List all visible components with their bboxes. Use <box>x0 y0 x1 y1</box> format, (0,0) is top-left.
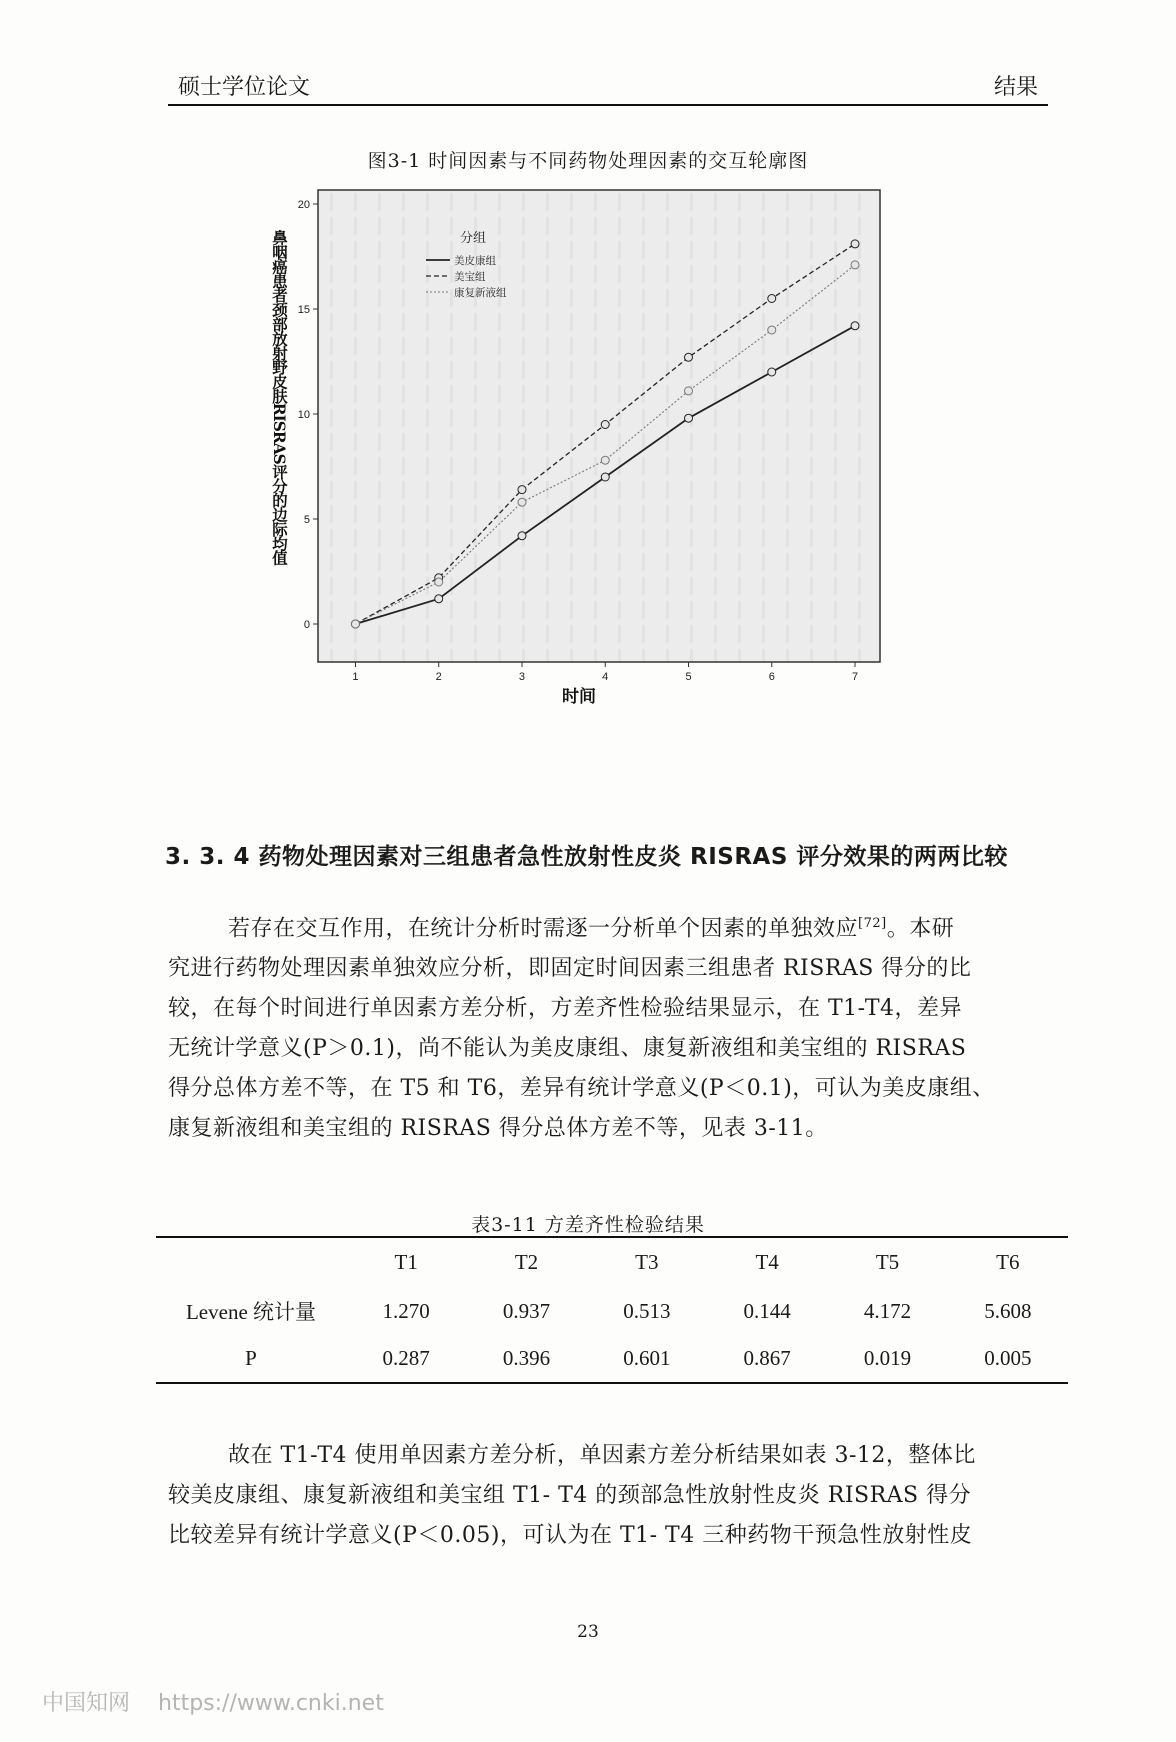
y-tick-label: 15 <box>297 304 310 316</box>
paragraph-line: 较，在每个时间进行单因素方差分析，方差齐性检验结果显示，在 T1-T4，差异 <box>168 996 962 1022</box>
legend-entry-label: 康复新液组 <box>454 287 507 299</box>
paragraph-line: 故在 T1-T4 使用单因素方差分析，单因素方差分析结果如表 3-12，整体比 <box>228 1443 976 1468</box>
data-point <box>851 261 859 269</box>
table-cell: 0.601 <box>587 1335 707 1383</box>
table-header-cell: T4 <box>707 1237 827 1287</box>
data-point <box>851 240 859 248</box>
watermark-url: https://www.cnki.net <box>158 1691 384 1716</box>
table-header-cell: T5 <box>827 1237 947 1287</box>
table-header-cell: T1 <box>346 1237 466 1287</box>
paragraph-line: 比较差异有统计学意义(P＜0.05)，可认为在 T1- T4 三种药物干预急性放射性皮 <box>168 1523 973 1548</box>
data-point <box>435 595 443 603</box>
data-point <box>601 421 609 429</box>
table-header-cell: T6 <box>948 1237 1068 1287</box>
table-row <box>156 1287 1068 1335</box>
data-point <box>351 620 359 628</box>
paragraph-line: 无统计学意义(P＞0.1)，尚不能认为美皮康组、康复新液组和美宝组的 RISRAS <box>168 1036 967 1062</box>
paragraph-line: 康复新液组和美宝组的 RISRAS 得分总体方差不等，见表 3-11。 <box>168 1116 828 1142</box>
paragraph-line: 较美皮康组、康复新液组和美宝组 T1- T4 的颈部急性放射性皮炎 RISRAS 得分 <box>168 1483 972 1508</box>
table-cell: Levene 统计量 <box>185 1300 317 1324</box>
table-cell: 0.144 <box>743 1298 791 1323</box>
interaction-profile-chart <box>270 190 900 790</box>
table-cell: 5.608 <box>984 1298 1032 1323</box>
y-axis-label: 鼻咽癌患者颈部放射野皮肤RISRAS评分的边际均值 <box>270 230 288 565</box>
y-tick-label: 20 <box>297 199 310 211</box>
legend-entry-label: 美皮康组 <box>454 255 496 267</box>
cnki-watermark <box>42 1686 384 1717</box>
watermark-brand: 中国知网 <box>42 1691 131 1716</box>
data-point <box>601 473 609 481</box>
y-tick-label: 0 <box>303 619 310 631</box>
x-tick-label: 3 <box>518 671 526 683</box>
table-cell: 0.937 <box>502 1298 551 1323</box>
table-cell: 1.270 <box>382 1298 430 1323</box>
paragraph-line: 究进行药物处理因素单独效应分析，即固定时间因素三组患者 RISRAS 得分的比 <box>168 956 972 982</box>
data-point <box>518 532 526 540</box>
x-tick-label: 5 <box>685 671 692 683</box>
data-point <box>685 353 693 361</box>
data-point <box>768 295 776 303</box>
table-cell: P <box>156 1335 346 1383</box>
table-header-cell <box>156 1237 346 1287</box>
y-tick-label: 10 <box>297 409 310 421</box>
page-number: 23 <box>577 1622 599 1642</box>
x-axis-label: 时间 <box>562 687 596 707</box>
data-point <box>768 368 776 376</box>
levene-test-table <box>156 1236 1068 1384</box>
table-cell: 0.513 <box>623 1298 671 1323</box>
citation: [72] <box>858 916 887 931</box>
x-tick-label: 4 <box>602 671 609 683</box>
data-point <box>685 387 693 395</box>
table-cell: 0.005 <box>948 1335 1068 1383</box>
paragraph-line: 。本研 <box>886 916 955 942</box>
section-heading: 3. 3. 4 药物处理因素对三组患者急性放射性皮炎 RISRAS 评分效果的两两比较 <box>165 844 1008 870</box>
plot-area <box>318 190 880 662</box>
x-tick-label: 1 <box>352 671 359 683</box>
data-point <box>685 414 693 422</box>
figure-caption: 图3-1 时间因素与不同药物处理因素的交互轮廓图 <box>367 150 809 172</box>
header-thesis-type: 硕士学位论文 <box>178 75 311 100</box>
paragraph-interaction-analysis <box>168 904 1046 1149</box>
table-cell: 0.396 <box>466 1335 586 1383</box>
running-header <box>168 68 1048 106</box>
y-tick-label: 5 <box>303 514 310 526</box>
levene-table-wrapper <box>156 1236 1068 1384</box>
table-cell: 0.019 <box>827 1335 947 1383</box>
table-header-row <box>156 1237 1068 1287</box>
table-cell: 4.172 <box>863 1298 912 1323</box>
paragraph-anova-results <box>168 1436 1046 1556</box>
table-header-cell: T2 <box>466 1237 586 1287</box>
x-tick-label: 6 <box>768 671 775 683</box>
data-point <box>435 578 443 586</box>
legend-entry-label: 美宝组 <box>454 271 486 283</box>
paragraph-line: 得分总体方差不等，在 T5 和 T6，差异有统计学意义(P＜0.1)，可认为美皮康组、 <box>168 1076 995 1102</box>
data-point <box>518 486 526 494</box>
header-chapter: 结果 <box>993 75 1038 100</box>
paragraph-line: 若存在交互作用，在统计分析时需逐一分析单个因素的单独效应 <box>228 916 859 942</box>
table-cell: 0.867 <box>707 1335 827 1383</box>
data-point <box>768 326 776 334</box>
table-caption: 表3-11 方差齐性检验结果 <box>471 1214 705 1236</box>
table-header-cell: T3 <box>587 1237 707 1287</box>
x-tick-label: 2 <box>435 671 442 683</box>
legend-title: 分组 <box>460 231 487 246</box>
data-point <box>518 498 526 506</box>
data-point <box>851 322 859 330</box>
table-cell: 0.287 <box>346 1335 466 1383</box>
table-row <box>156 1335 1068 1383</box>
data-point <box>601 456 609 464</box>
x-tick-label: 7 <box>851 671 859 683</box>
